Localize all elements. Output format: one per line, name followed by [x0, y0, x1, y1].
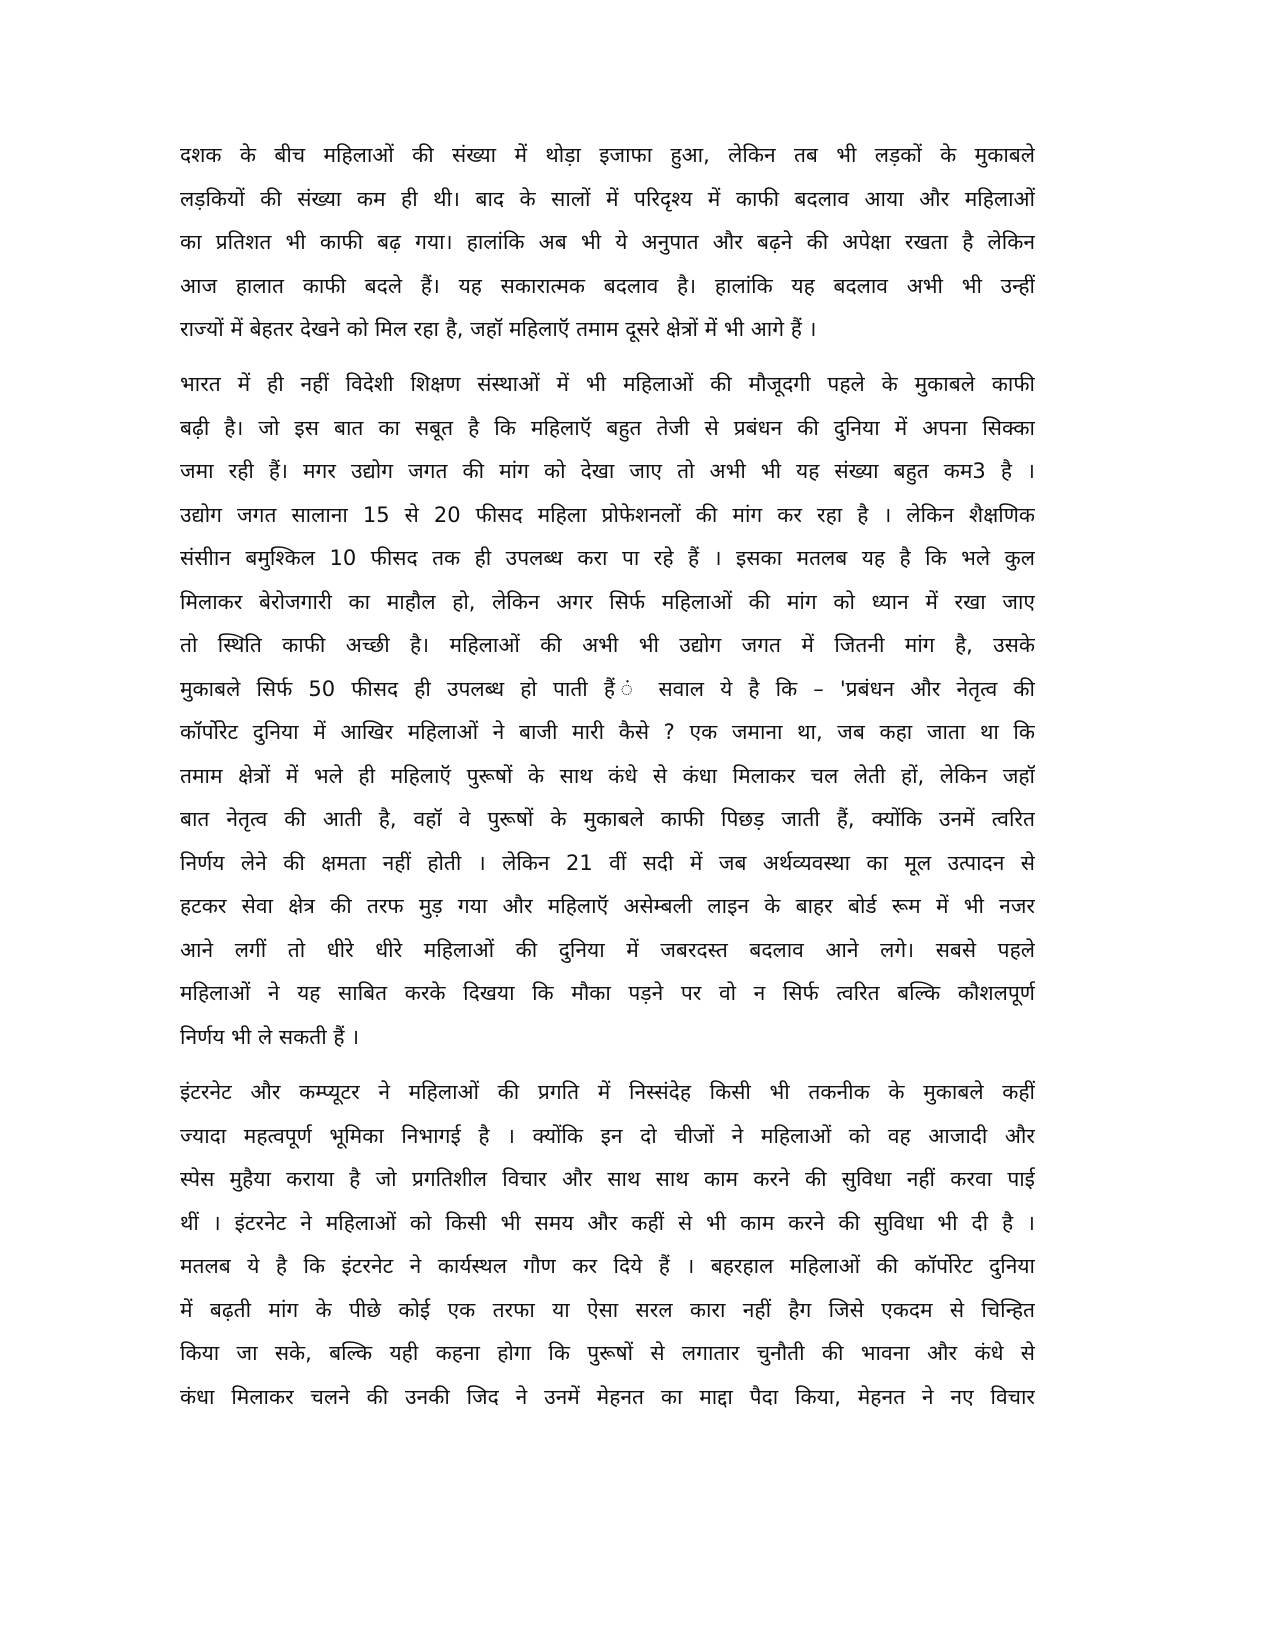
text-line: निर्णय लेने की क्षमता नहीं होती । लेकिन 21 वीं सदी में जब अर्थव्यवस्था का मूल उत्पादन से: [180, 850, 1035, 875]
text-line: थीं । इंटरनेट ने महिलाओं को किसी भी समय और कहीं से भी काम करने की सुविधा भी दी है ।: [180, 1210, 1035, 1235]
text-line: मतलब ये है कि इंटरनेट ने कार्यस्थल गौण कर दिये हैं । बहरहाल महिलाओं की कॉर्पोरेट दुनिया: [180, 1254, 1035, 1278]
text-line: स्पेस मुहैया कराया है जो प्रगतिशील विचार और साथ साथ काम करने की सुविधा नहीं करवा पाई: [180, 1167, 1035, 1191]
text-line: इंटरनेट और कम्प्यूटर ने महिलाओं की प्रगति में निस्संदेह किसी भी तकनीक के मुकाबले कहीं: [180, 1080, 1035, 1104]
text-line: मुकाबले सिर्फ 50 फीसद ही उपलब्ध हो पाती हैं ं सवाल ये है कि – 'प्रबंधन और नेतृत्व की: [180, 676, 1035, 701]
text-line: दशक के बीच महिलाओं की संख्या में थोड़ा इजाफा हुआ, लेकिन तब भी लड़कों के मुकाबले: [180, 143, 1035, 167]
text-line: राज्यों में बेहतर देखने को मिल रहा है, जहॉ महिलाऍ तमाम दूसरे क्षेत्रों में भी आगे हैं ।: [180, 317, 817, 341]
text-line: का प्रतिशत भी काफी बढ़ गया। हालांकि अब भी ये अनुपात और बढ़ने की अपेक्षा रखता है लेकिन: [180, 230, 1035, 254]
text-line: जमा रही हैं। मगर उद्योग जगत की मांग को देखा जाए तो अभी भी यह संख्या बहुत कम3 है ।: [180, 459, 1035, 483]
text-line: आज हालात काफी बदले हैं। यह सकारात्मक बदलाव है। हालांकि यह बदलाव अभी भी उन्हीं: [180, 273, 1035, 298]
paragraph-2: [180, 363, 1035, 1059]
text-line: ज्यादा महत्वपूर्ण भूमिका निभागई है । क्योंकि इन दो चीजों ने महिलाओं को वह आजादी और: [180, 1123, 1035, 1148]
text-line: निर्णय भी ले सकती हैं ।: [180, 1024, 360, 1049]
text-line: में बढ़ती मांग के पीछे कोई एक तरफा या ऐसा सरल कारा नहीं हैग जिसे एकदम से चिन्हित: [180, 1297, 1035, 1322]
paragraph-3: [180, 1071, 1035, 1419]
text-line: कंधा मिलाकर चलने की उनकी जिद ने उनमें मेहनत का माद्दा पैदा किया, मेहनत ने नए विचार: [180, 1384, 1035, 1409]
text-line: किया जा सके, बल्कि यही कहना होगा कि पुरूषों से लगातार चुनौती की भावना और कंधे से: [180, 1341, 1035, 1365]
text-line: महिलाओं ने यह साबित करके दिखया कि मौका पड़ने पर वो न सिर्फ त्वरित बल्कि कौशलपूर्ण: [180, 981, 1035, 1005]
text-line: संसीान बमुश्किल 10 फीसद तक ही उपलब्ध करा पा रहे हैं । इसका मतलब यह है कि भले कुल: [180, 546, 1035, 570]
text-line: बात नेतृत्व की आती है, वहॉ वे पुरूषों के मुकाबले काफी पिछड़ जाती हैं, क्योंकि उनमें त्वरित: [180, 807, 1035, 831]
paragraph-1: [180, 134, 1035, 352]
text-line: आने लगीं तो धीरे धीरे महिलाओं की दुनिया में जबरदस्त बदलाव आने लगे। सबसे पहले: [180, 937, 1035, 962]
text-line: हटकर सेवा क्षेत्र की तरफ मुड़ गया और महिलाऍ असेम्बली लाइन के बाहर बोर्ड रूम में भी नजर: [180, 894, 1035, 918]
text-line: तो स्थिति काफी अच्छी है। महिलाओं की अभी भी उद्योग जगत में जितनी मांग है, उसके: [180, 633, 1035, 657]
text-line: बढ़ी है। जो इस बात का सबूत है कि महिलाऍ बहुत तेजी से प्रबंधन की दुनिया में अपना सिक्का: [180, 415, 1035, 440]
text-line: उद्योग जगत सालाना 15 से 20 फीसद महिला प्रोफेशनलों की मांग कर रहा है । लेकिन शैक्षणिक: [180, 502, 1035, 527]
text-line: तमाम क्षेत्रों में भले ही महिलाऍ पुरूषों के साथ कंधे से कंधा मिलाकर चल लेती हों, लेकिन जहॉ: [180, 763, 1035, 788]
text-line: लड़कियों की संख्या कम ही थी। बाद के सालों में परिदृश्य में काफी बदलाव आया और महिलाओं: [180, 186, 1035, 211]
text-line: कॉर्पोरेट दुनिया में आखिर महिलाओं ने बाजी मारी कैसे ? एक जमाना था, जब कहा जाता था कि: [180, 720, 1035, 744]
text-line: भारत में ही नहीं विदेशी शिक्षण संस्थाओं में भी महिलाओं की मौजूदगी पहले के मुकाबले काफी: [180, 372, 1035, 396]
text-line: मिलाकर बेरोजगारी का माहौल हो, लेकिन अगर सिर्फ महिलाओं की मांग को ध्यान में रखा जाए: [180, 589, 1035, 614]
